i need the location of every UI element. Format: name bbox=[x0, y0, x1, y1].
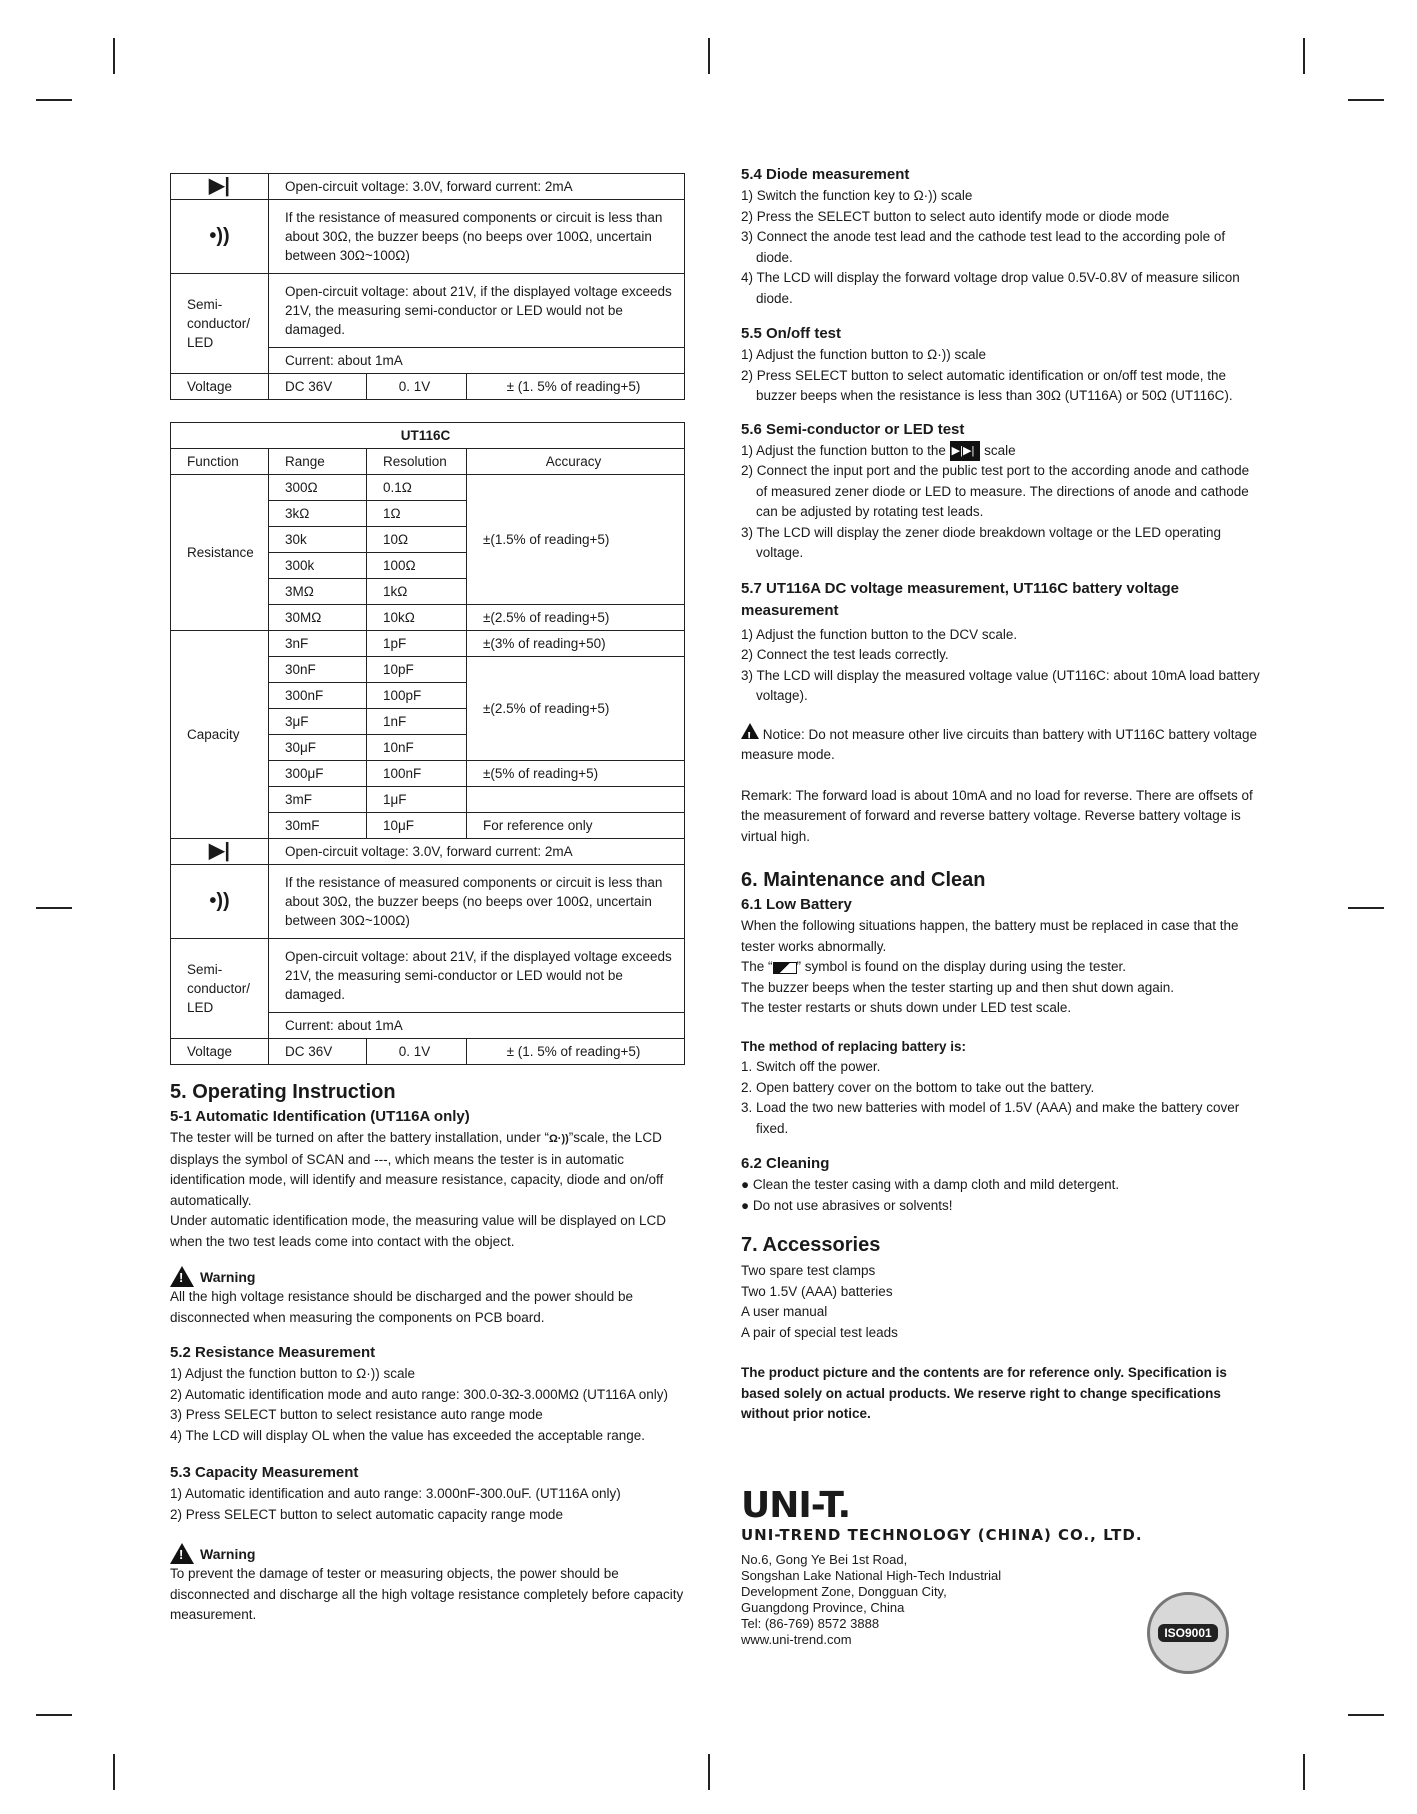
table-cell: 1μF bbox=[367, 787, 467, 813]
section-subtitle: 5.6 Semi-conductor or LED test bbox=[741, 420, 965, 438]
list-item: 3) Connect the anode test lead and the cathode test lead to the according pole of diode. bbox=[741, 229, 1226, 265]
warning-icon bbox=[170, 1266, 194, 1287]
paragraph: All the high voltage resistance should be discharged and the power should be disconnected when measuring the components on PCB board. bbox=[170, 1289, 634, 1325]
paragraph: When the following situations happen, the battery must be replaced in case that the tester works abnormally. bbox=[741, 918, 1239, 954]
list-item: 2. Open battery cover on the bottom to take out the battery. bbox=[741, 1079, 1095, 1095]
table-cell: 3nF bbox=[269, 631, 367, 657]
header-range: Range bbox=[269, 449, 367, 475]
section-subtitle: 5.4 Diode measurement bbox=[741, 166, 910, 183]
semi-label: Semi-conductor/ LED bbox=[171, 274, 269, 374]
bullet-item: ● Clean the tester casing with a damp cloth and mild detergent. bbox=[741, 1177, 1120, 1193]
section-subtitle: 5.5 On/off test bbox=[741, 325, 842, 342]
section-title: 6. Maintenance and Clean bbox=[741, 869, 986, 892]
voltage-label: Voltage bbox=[171, 1039, 269, 1065]
section-subtitle: 6.1 Low Battery bbox=[741, 896, 852, 914]
voltage-accuracy: ± (1. 5% of reading+5) bbox=[467, 1039, 685, 1065]
list-item: 2) Connect the test leads correctly. bbox=[741, 647, 949, 663]
table-cell: 300Ω bbox=[269, 475, 367, 501]
crop-mark bbox=[36, 1714, 72, 1716]
section-title: 5. Operating Instruction bbox=[170, 1081, 396, 1103]
table-cell: 10μF bbox=[367, 813, 467, 839]
table-cell: 30MΩ bbox=[269, 605, 367, 631]
crop-mark bbox=[1303, 38, 1305, 74]
right-column bbox=[741, 166, 1261, 1648]
crop-mark bbox=[1303, 1754, 1305, 1790]
table-cell: 3MΩ bbox=[269, 579, 367, 605]
voltage-range: DC 36V bbox=[269, 1039, 367, 1065]
resistance-accuracy: ±(1.5% of reading+5) bbox=[467, 475, 685, 605]
table-cell: 3kΩ bbox=[269, 501, 367, 527]
notice: ! Notice: Do not measure other live circuits than battery with UT116C battery voltage measure mode. bbox=[741, 723, 1261, 766]
crop-mark bbox=[1348, 907, 1384, 909]
capacity-label: Capacity bbox=[171, 631, 269, 839]
buzzer-icon: •)) bbox=[171, 200, 269, 274]
buzzer-spec: If the resistance of measured components or circuit is less than about 30Ω, the buzzer beeps (no beeps over 100Ω, uncertain between 30Ω~100Ω) bbox=[269, 200, 685, 274]
address-line: No.6, Gong Ye Bei 1st Road, bbox=[741, 1551, 908, 1567]
diode-icon: ▶| bbox=[171, 174, 269, 200]
resistance-scale-icon: Ω·)) bbox=[548, 1133, 569, 1145]
remark: Remark: The forward load is about 10mA and no load for reverse. There are offsets of the measurement of forward and reverse battery voltage. Reverse battery voltage is virtual high. bbox=[741, 787, 1253, 844]
list-item: 1) Adjust the function button to Ω·)) scale bbox=[741, 347, 986, 362]
company-name: UNI-TREND TECHNOLOGY (CHINA) CO., LTD. bbox=[741, 1525, 1143, 1544]
header-function: Function bbox=[171, 449, 269, 475]
table-cell: 30μF bbox=[269, 735, 367, 761]
paragraph: To prevent the damage of tester or measuring objects, the power should be disconnected and discharge all the high voltage resistance completely before capacity measurement. bbox=[170, 1566, 684, 1622]
crop-mark bbox=[708, 38, 710, 74]
table-cell: 100pF bbox=[367, 683, 467, 709]
list-item: 1) Switch the function key to Ω·)) scale bbox=[741, 188, 973, 203]
semi-spec: Open-circuit voltage: about 21V, if the displayed voltage exceeds 21V, the measuring semi-conductor or LED would not be damaged. bbox=[269, 939, 685, 1013]
table-title: UT116C bbox=[171, 423, 685, 449]
paragraph: The tester restarts or shuts down under LED test scale. bbox=[741, 1000, 1072, 1016]
table-cell: 1Ω bbox=[367, 501, 467, 527]
table-cell: 1pF bbox=[367, 631, 467, 657]
table-cell: 30k bbox=[269, 527, 367, 553]
table-cell: 10nF bbox=[367, 735, 467, 761]
left-column bbox=[170, 173, 685, 1626]
table-cell: 300μF bbox=[269, 761, 367, 787]
section-subtitle: 5.7 UT116A DC voltage measurement, UT116C battery voltage measurement bbox=[741, 579, 1179, 619]
list-item: 3. Load the two new batteries with model of 1.5V (AAA) and make the battery cover fixed. bbox=[741, 1100, 1240, 1136]
spec-table-ut116c bbox=[170, 422, 685, 1065]
list-item: A user manual bbox=[741, 1304, 828, 1320]
address-line: Tel: (86-769) 8572 3888 bbox=[741, 1615, 880, 1631]
diode-spec: Open-circuit voltage: 3.0V, forward current: 2mA bbox=[269, 839, 685, 865]
list-item: 2) Connect the input port and the public test port to the according anode and cathode of measured zener diode or LED to measure. The directions of anode and cathode can be adjusted by rotating test leads. bbox=[741, 463, 1250, 520]
paragraph: The buzzer beeps when the tester starting up and then shut down again. bbox=[741, 979, 1175, 995]
table-cell: 300nF bbox=[269, 683, 367, 709]
table-cell: 300k bbox=[269, 553, 367, 579]
crop-mark bbox=[1348, 1714, 1384, 1716]
bullet-item: ● Do not use abrasives or solvents! bbox=[741, 1197, 953, 1213]
spec-table-continued bbox=[170, 173, 685, 400]
capacity-accuracy: ±(2.5% of reading+5) bbox=[467, 657, 685, 761]
list-item: 2) Press SELECT button to select automatic identification or on/off test mode, the buzzer beeps when the resistance is less than 30Ω (UT116A) or 50Ω (UT116C). bbox=[741, 367, 1233, 403]
table-cell: 1nF bbox=[367, 709, 467, 735]
list-item: 3) Press SELECT button to select resistance auto range mode bbox=[170, 1407, 543, 1422]
address-line: Guangdong Province, China bbox=[741, 1599, 905, 1615]
table-cell: 1kΩ bbox=[367, 579, 467, 605]
section-subtitle: 5.3 Capacity Measurement bbox=[170, 1464, 359, 1481]
list-item: 1) Adjust the function button to the DCV scale. bbox=[741, 626, 1018, 642]
list-item: A pair of special test leads bbox=[741, 1324, 898, 1340]
header-accuracy: Accuracy bbox=[467, 449, 685, 475]
header-resolution: Resolution bbox=[367, 449, 467, 475]
list-item: 2) Automatic identification mode and auto range: 300.0-3Ω-3.000MΩ (UT116A only) bbox=[170, 1386, 668, 1402]
crop-mark bbox=[36, 99, 72, 101]
table-cell: 30mF bbox=[269, 813, 367, 839]
section-subtitle: 5-1 Automatic Identification (UT116A only) bbox=[170, 1108, 470, 1125]
low-battery-icon bbox=[773, 962, 797, 974]
voltage-resolution: 0. 1V bbox=[367, 374, 467, 400]
semi-label: Semi-conductor/ LED bbox=[171, 939, 269, 1039]
list-item: 3) The LCD will display the measured voltage value (UT116C: about 10mA load battery voltage). bbox=[741, 667, 1260, 704]
led-scale-icon: ←▶|▶| bbox=[950, 441, 981, 462]
crop-mark bbox=[708, 1754, 710, 1790]
list-item: 1) Adjust the function button to Ω·)) scale bbox=[170, 1366, 415, 1381]
voltage-range: DC 36V bbox=[269, 374, 367, 400]
paragraph: The tester will be turned on after the battery installation, under “Ω·))”scale, the LCD displays the symbol of SCAN and ---, which means the tester is in automatic identification mode, will identify and measure resistance, capacity, diode and on/off automatically. bbox=[170, 1130, 664, 1208]
current-spec: Current: about 1mA bbox=[269, 1013, 685, 1039]
crop-mark bbox=[113, 1754, 115, 1790]
list-item: 4) The LCD will display OL when the value has exceeded the acceptable range. bbox=[170, 1427, 646, 1443]
list-item: 2) Press the SELECT button to select auto identify mode or diode mode bbox=[741, 208, 1170, 224]
list-item: 2) Press SELECT button to select automatic capacity range mode bbox=[170, 1506, 563, 1522]
warning-icon bbox=[741, 723, 759, 739]
crop-mark bbox=[36, 907, 72, 909]
buzzer-spec: If the resistance of measured components or circuit is less than about 30Ω, the buzzer beeps (no beeps over 100Ω, uncertain between 30Ω~100Ω) bbox=[269, 865, 685, 939]
list-item: 4) The LCD will display the forward voltage drop value 0.5V-0.8V of measure silicon diode. bbox=[741, 270, 1240, 306]
crop-mark bbox=[1348, 99, 1384, 101]
table-cell: 100Ω bbox=[367, 553, 467, 579]
table-cell bbox=[467, 787, 685, 813]
section-subtitle: 6.2 Cleaning bbox=[741, 1155, 830, 1173]
address-line: Development Zone, Dongguan City, bbox=[741, 1583, 947, 1599]
table-cell: 10kΩ bbox=[367, 605, 467, 631]
table-cell: For reference only bbox=[467, 813, 685, 839]
table-cell: 100nF bbox=[367, 761, 467, 787]
table-cell: ±(5% of reading+5) bbox=[467, 761, 685, 787]
resistance-label: Resistance bbox=[171, 475, 269, 631]
paragraph: The “ ” symbol is found on the display during using the tester. bbox=[741, 959, 1126, 975]
list-item: 1) Automatic identification and auto range: 3.000nF-300.0uF. (UT116A only) bbox=[170, 1486, 621, 1501]
list-item: 3) The LCD will display the zener diode breakdown voltage or the LED operating voltage. bbox=[741, 524, 1222, 561]
address-line: Songshan Lake National High-Tech Industrial bbox=[741, 1567, 1002, 1583]
address-line: www.uni-trend.com bbox=[741, 1631, 852, 1647]
table-cell: 3mF bbox=[269, 787, 367, 813]
list-item: Two 1.5V (AAA) batteries bbox=[741, 1283, 893, 1299]
method-title: The method of replacing battery is: bbox=[741, 1038, 967, 1054]
table-cell: 10Ω bbox=[367, 527, 467, 553]
warning-heading: ! Warning bbox=[170, 1543, 685, 1564]
paragraph: Under automatic identification mode, the measuring value will be displayed on LCD when the two test leads come into contact with the object. bbox=[170, 1213, 667, 1249]
voltage-accuracy: ± (1. 5% of reading+5) bbox=[467, 374, 685, 400]
diode-spec: Open-circuit voltage: 3.0V, forward current: 2mA bbox=[269, 174, 685, 200]
table-cell: ±(2.5% of reading+5) bbox=[467, 605, 685, 631]
iso9001-seal: ISO9001 bbox=[1147, 1592, 1229, 1674]
list-item: 1. Switch off the power. bbox=[741, 1059, 881, 1075]
list-item: Two spare test clamps bbox=[741, 1263, 876, 1279]
crop-mark bbox=[113, 38, 115, 74]
list-item: 1) Adjust the function button to the ←▶|▶| scale bbox=[741, 441, 1261, 462]
disclaimer: The product picture and the contents are for reference only. Specification is based solely on actual products. We reserve right to change specifications without prior notice. bbox=[741, 1365, 1227, 1422]
table-cell: 30nF bbox=[269, 657, 367, 683]
diode-icon: ▶| bbox=[171, 839, 269, 865]
table-cell: 10pF bbox=[367, 657, 467, 683]
buzzer-icon: •)) bbox=[171, 865, 269, 939]
semi-spec: Open-circuit voltage: about 21V, if the displayed voltage exceeds 21V, the measuring semi-conductor or LED would not be damaged. bbox=[269, 274, 685, 348]
section-title: 7. Accessories bbox=[741, 1234, 881, 1257]
voltage-resolution: 0. 1V bbox=[367, 1039, 467, 1065]
section-subtitle: 5.2 Resistance Measurement bbox=[170, 1344, 376, 1361]
warning-heading: ! Warning bbox=[170, 1266, 685, 1287]
table-cell: 0.1Ω bbox=[367, 475, 467, 501]
table-cell: 3μF bbox=[269, 709, 367, 735]
warning-icon bbox=[170, 1543, 194, 1564]
voltage-label: Voltage bbox=[171, 374, 269, 400]
table-cell: ±(3% of reading+50) bbox=[467, 631, 685, 657]
uni-t-logo: UNI-T. bbox=[741, 1484, 851, 1526]
current-spec: Current: about 1mA bbox=[269, 348, 685, 374]
